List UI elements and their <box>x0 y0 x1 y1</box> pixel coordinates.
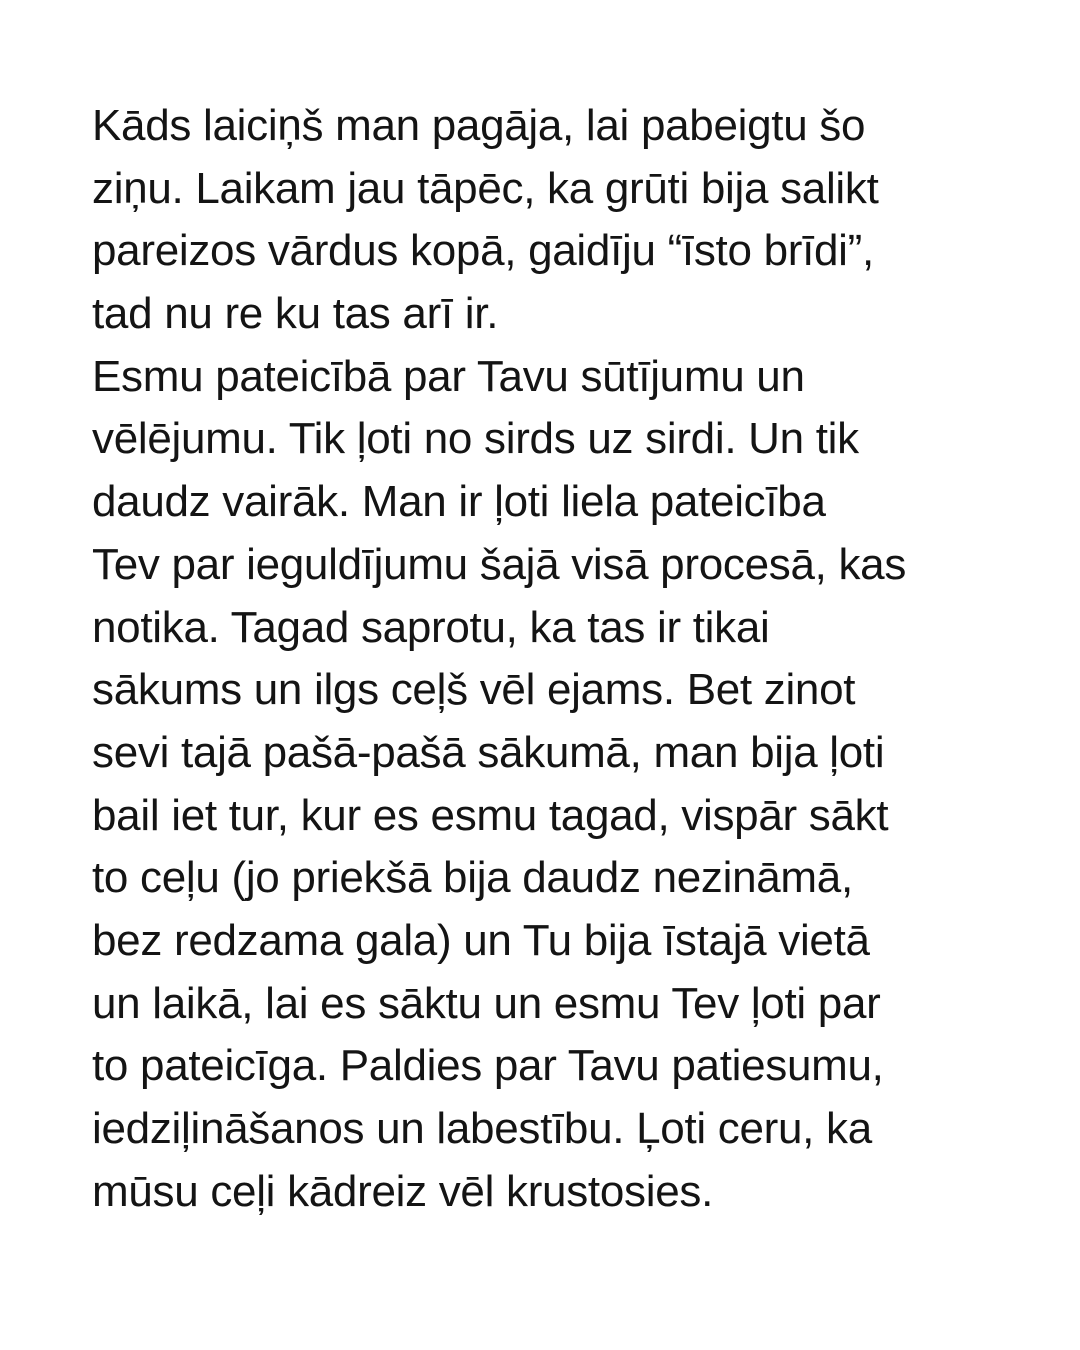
text-line: Tev par ieguldījumu šajā visā procesā, kas <box>92 539 907 589</box>
text-line: Kāds laiciņš man pagāja, lai pabeigtu šo <box>92 101 866 150</box>
text-line: sevi tajā pašā-pašā sākumā, man bija ļoti <box>92 727 885 777</box>
text-line: bez redzama gala) un Tu bija īstajā vietā <box>92 915 870 965</box>
text-line: daudz vairāk. Man ir ļoti liela pateicība <box>92 477 826 527</box>
text-line: iedziļināšanos un labestību. Ļoti ceru, ka <box>92 1104 872 1153</box>
text-line: to pateicīga. Paldies par Tavu patiesumu, <box>92 1041 884 1091</box>
message-text <box>92 95 1052 1223</box>
text-line: ziņu. Laikam jau tāpēc, ka grūti bija salikt <box>92 163 879 213</box>
text-line: pareizos vārdus kopā, gaidīju “īsto brīdi”, <box>92 226 874 276</box>
text-line: vēlējumu. Tik ļoti no sirds uz sirdi. Un tik <box>92 414 859 464</box>
text-line: un laikā, lai es sāktu un esmu Tev ļoti par <box>92 978 881 1028</box>
text-line: bail iet tur, kur es esmu tagad, vispār sākt <box>92 790 889 840</box>
text-line: tad nu re ku tas arī ir. <box>92 289 499 339</box>
text-line: notika. Tagad saprotu, ka tas ir tikai <box>92 602 770 652</box>
text-line: mūsu ceļi kādreiz vēl krustosies. <box>92 1166 713 1216</box>
text-line: to ceļu (jo priekšā bija daudz nezināmā, <box>92 853 853 903</box>
text-line: sākums un ilgs ceļš vēl ejams. Bet zinot <box>92 665 856 715</box>
text-line: Esmu pateicībā par Tavu sūtījumu un <box>92 351 805 401</box>
